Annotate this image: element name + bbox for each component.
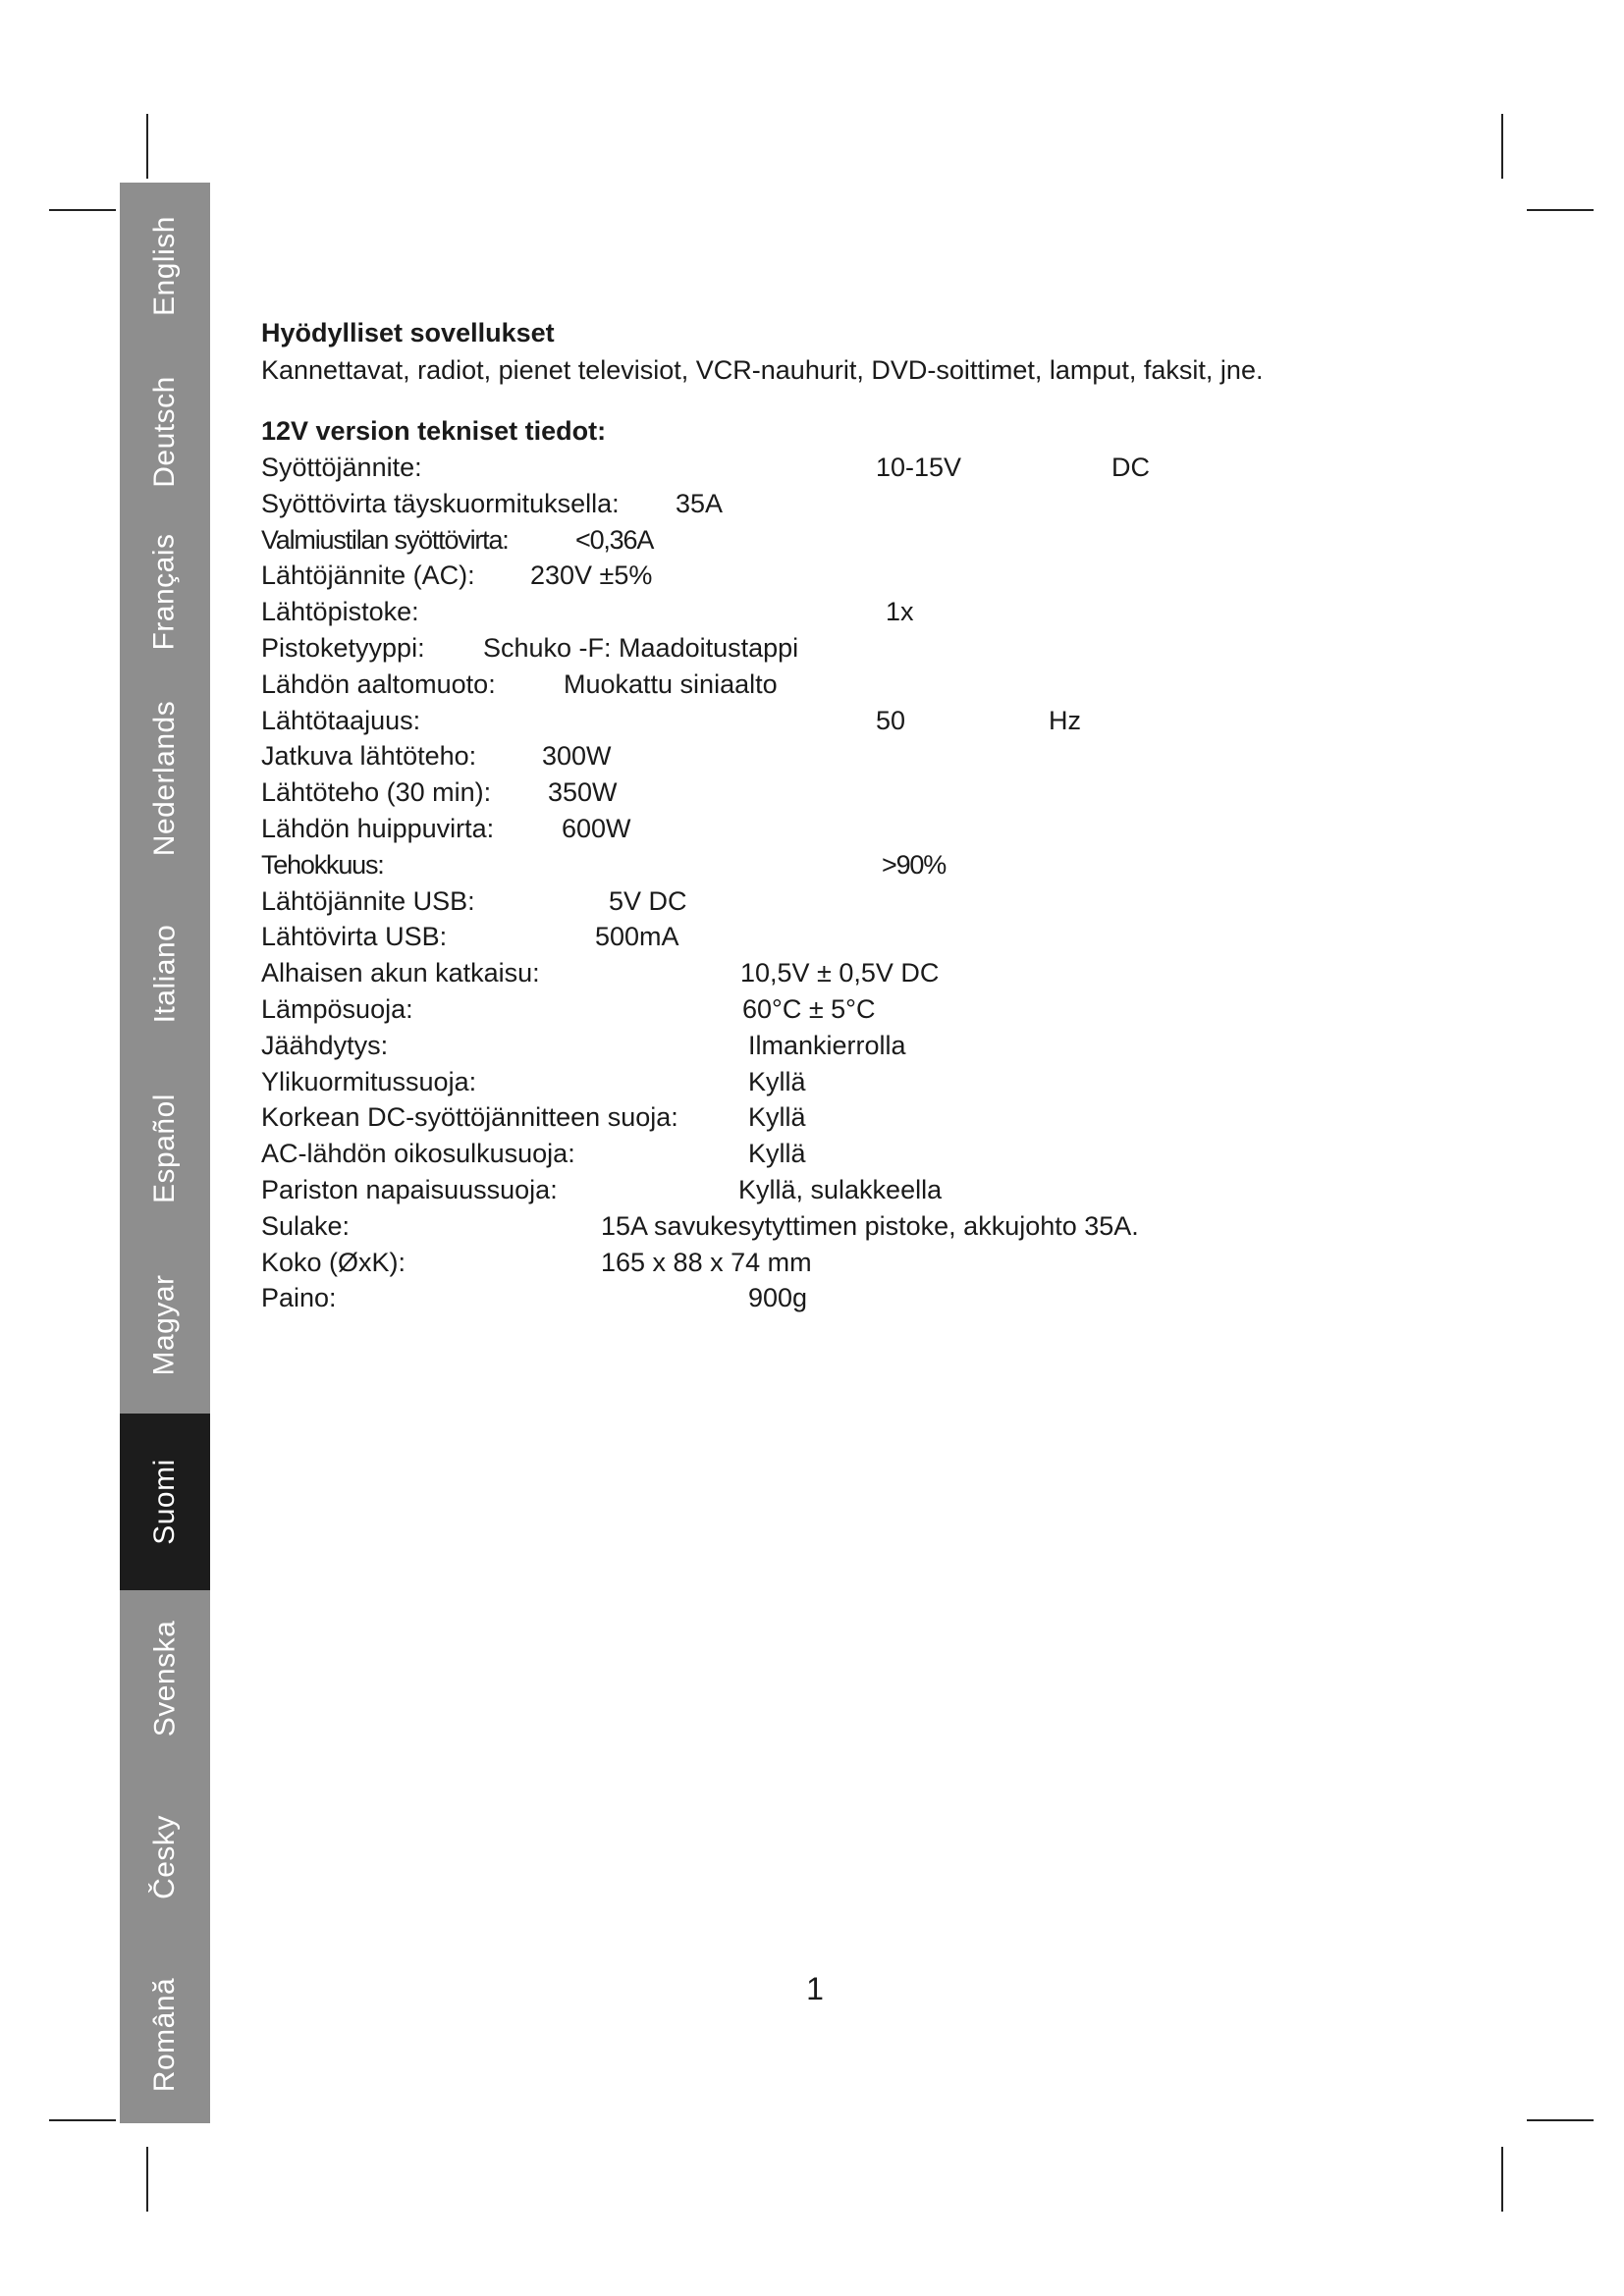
spec-label: Lähtöteho (30 min):	[261, 777, 492, 808]
spec-row	[261, 594, 1390, 630]
page-number: 1	[806, 1971, 824, 2006]
spec-label: Lähtöpistoke:	[261, 597, 419, 627]
spec-row	[261, 991, 1390, 1028]
lang-label: Deutsch	[148, 375, 181, 488]
spec-label: Korkean DC-syöttöjännitteen suoja:	[261, 1102, 678, 1133]
lang-label: Česky	[147, 1814, 181, 1899]
spec-row	[261, 774, 1390, 811]
spec-label: Pistoketyyppi:	[261, 632, 425, 663]
spec-row	[261, 703, 1390, 739]
crop-mark	[1501, 2147, 1503, 2212]
spec-unit: Hz	[1049, 705, 1081, 735]
spec-value: 15A savukesytyttimen pistoke, akkujohto 35A.	[601, 1210, 1139, 1241]
lang-tab-deutsch[interactable]	[120, 349, 210, 513]
spec-value: 5V DC	[609, 885, 687, 916]
crop-mark	[146, 2147, 148, 2212]
lang-tab-english[interactable]	[120, 183, 210, 349]
spec-value: 600W	[562, 813, 631, 843]
section-body: Kannettavat, radiot, pienet televisiot, VCR-nauhurit, DVD-soittimet, lamput, faksit, jne.	[261, 355, 1264, 385]
spec-label: Alhaisen akun katkaisu:	[261, 958, 540, 988]
lang-tab-francais[interactable]	[120, 513, 210, 670]
spec-row	[261, 847, 1390, 883]
lang-label: Nederlands	[148, 700, 181, 857]
spec-label: Pariston napaisuussuoja:	[261, 1174, 558, 1204]
specs-list	[261, 450, 1390, 1316]
spec-label: Lähtöjännite USB:	[261, 885, 475, 916]
spec-value: 350W	[548, 777, 618, 808]
specs-title: 12V version tekniset tiedot:	[261, 416, 607, 446]
lang-tab-suomi[interactable]	[120, 1414, 210, 1590]
lang-label: Magyar	[148, 1274, 182, 1376]
spec-label: Ylikuormitussuoja:	[261, 1066, 477, 1096]
spec-value: 35A	[676, 488, 724, 518]
spec-row	[261, 955, 1390, 991]
spec-value: Kyllä	[748, 1066, 806, 1096]
spec-value: 900g	[748, 1283, 808, 1313]
spec-value: 10-15V	[876, 453, 962, 482]
spec-row	[261, 1136, 1390, 1172]
language-tab-strip	[120, 183, 210, 2123]
spec-label: Koko (ØxK):	[261, 1247, 406, 1277]
crop-mark	[1527, 2119, 1594, 2121]
spec-row	[261, 919, 1390, 955]
spec-row	[261, 558, 1390, 594]
spec-label: Jatkuva lähtöteho:	[261, 741, 477, 772]
spec-value: Kyllä	[748, 1102, 806, 1133]
spec-label: Valmiustilan syöttövirta:	[261, 524, 509, 555]
spec-value: Schuko -F: Maadoitustappi	[483, 632, 799, 663]
spec-row	[261, 667, 1390, 703]
spec-value: Kyllä	[748, 1139, 806, 1169]
spec-value: Muokattu siniaalto	[564, 668, 778, 699]
spec-label: Jäähdytys:	[261, 1030, 389, 1060]
lang-label: Français	[148, 533, 182, 651]
lang-label: Español	[148, 1094, 182, 1203]
crop-mark	[1527, 209, 1594, 211]
spec-label: Paino:	[261, 1283, 337, 1313]
lang-tab-cesky[interactable]	[120, 1767, 210, 1947]
lang-label: English	[148, 216, 181, 316]
spec-row	[261, 630, 1390, 667]
spec-label: AC-lähdön oikosulkusuoja:	[261, 1139, 575, 1169]
spec-value: Kyllä, sulakkeella	[738, 1174, 943, 1204]
spec-label: Lämpösuoja:	[261, 993, 413, 1024]
lang-tab-svenska[interactable]	[120, 1590, 210, 1767]
lang-label: Română	[148, 1977, 181, 2093]
lang-label: Italiano	[148, 924, 181, 1023]
spec-row	[261, 1064, 1390, 1100]
crop-mark	[49, 2119, 116, 2121]
lang-tab-espanol[interactable]	[120, 1060, 210, 1237]
spec-label: Lähtöjännite (AC):	[261, 561, 475, 591]
spec-value: <0,36A	[575, 524, 654, 555]
lang-tab-nederlands[interactable]	[120, 670, 210, 886]
spec-row	[261, 883, 1390, 920]
spec-row	[261, 1172, 1390, 1208]
spec-label: Lähdön aaltomuoto:	[261, 668, 496, 699]
spec-value: Ilmankierrolla	[748, 1030, 906, 1060]
spec-row	[261, 522, 1390, 559]
spec-label: Tehokkuus:	[261, 849, 384, 880]
spec-label: Lähtövirta USB:	[261, 922, 448, 952]
spec-label: Lähdön huippuvirta:	[261, 813, 495, 843]
spec-row	[261, 1028, 1390, 1064]
spec-row	[261, 1099, 1390, 1136]
spec-value: 50	[876, 705, 906, 735]
spec-value: 60°C ± 5°C	[742, 993, 876, 1024]
spec-label: Sulake:	[261, 1210, 351, 1241]
spec-row	[261, 486, 1390, 522]
spec-row	[261, 1280, 1390, 1316]
spec-value: 500mA	[595, 922, 679, 952]
section-title: Hyödylliset sovellukset	[261, 318, 555, 347]
lang-tab-italiano[interactable]	[120, 886, 210, 1060]
crop-mark	[49, 209, 116, 211]
lang-tab-romana[interactable]	[120, 1947, 210, 2123]
spec-row	[261, 450, 1390, 486]
spec-unit: DC	[1111, 453, 1150, 482]
lang-label: Svenska	[148, 1620, 182, 1737]
crop-mark	[1501, 114, 1503, 179]
spec-row	[261, 811, 1390, 847]
spec-value: 10,5V ± 0,5V DC	[740, 958, 940, 988]
spec-value: >90%	[882, 849, 947, 880]
spec-value: 300W	[542, 741, 612, 772]
page-content	[261, 314, 1390, 1316]
spec-label: Syöttöjännite:	[261, 453, 422, 482]
spec-value: 230V ±5%	[530, 561, 653, 591]
lang-label: Suomi	[147, 1459, 181, 1545]
crop-mark	[146, 114, 148, 179]
lang-tab-magyar[interactable]	[120, 1237, 210, 1414]
spec-row	[261, 1245, 1390, 1281]
spec-value: 165 x 88 x 74 mm	[601, 1247, 812, 1277]
spec-label: Syöttövirta täyskuormituksella:	[261, 488, 620, 518]
spec-row	[261, 1208, 1390, 1245]
spec-row	[261, 738, 1390, 774]
spec-value: 1x	[886, 597, 914, 627]
spec-label: Lähtötaajuus:	[261, 705, 421, 735]
